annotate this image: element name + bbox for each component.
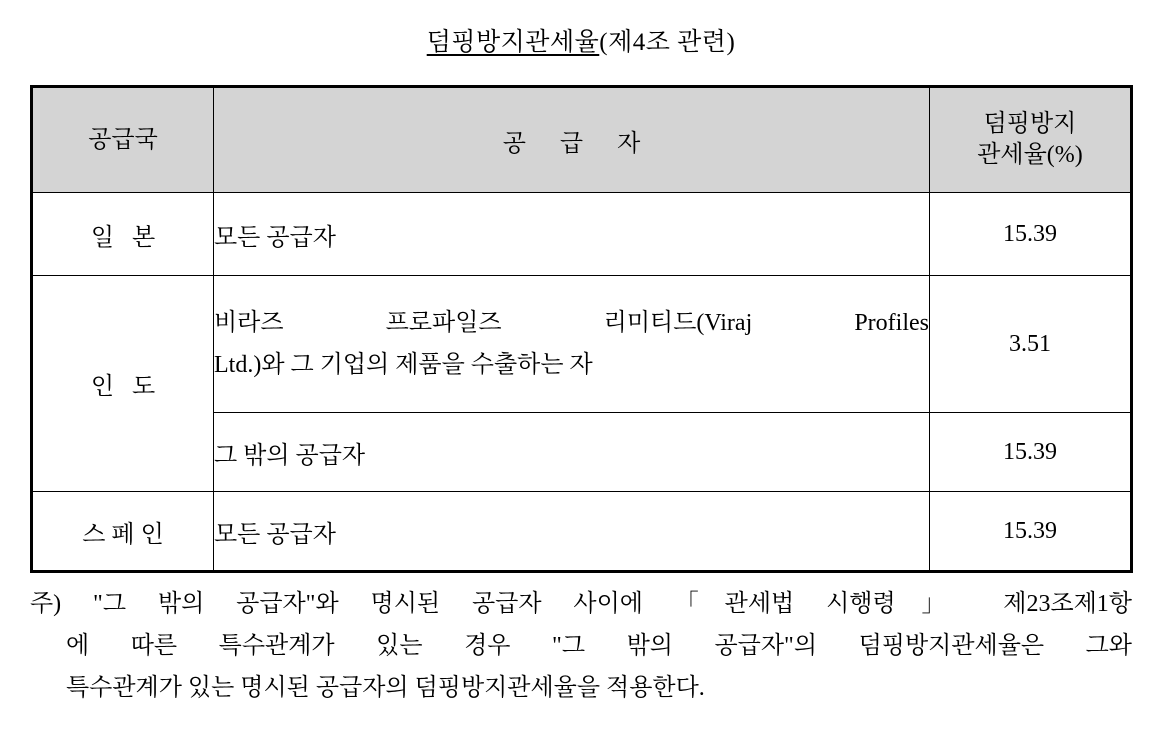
- table-header-row: [32, 87, 1132, 193]
- column-header-rate: [930, 87, 1132, 193]
- cell-supplier-india-text: [214, 302, 929, 378]
- tariff-table: [30, 85, 1133, 573]
- cell-supplier-india-line1: 비라즈 프로파일즈 리미티드(Viraj Profiles: [214, 310, 929, 336]
- table-row: [32, 193, 1132, 276]
- page-title: [0, 0, 1162, 55]
- cell-supplier-spain: 모든 공급자: [214, 492, 930, 572]
- cell-country-japan: 일 본: [32, 193, 214, 276]
- page-title-suffix: (제4조 관련): [599, 29, 736, 56]
- cell-rate-india-named: 3.51: [930, 276, 1132, 413]
- table-footnote: [30, 583, 1132, 709]
- column-header-supplier: 공 급 자: [214, 87, 930, 193]
- table-row: [32, 276, 1132, 413]
- table-header: [32, 87, 1132, 193]
- cell-country-india: 인 도: [32, 276, 214, 492]
- cell-rate-spain: 15.39: [930, 492, 1132, 572]
- cell-rate-india-others: 15.39: [930, 413, 1132, 492]
- cell-country-spain: 스페인: [32, 492, 214, 572]
- table-body: [32, 193, 1132, 572]
- footnote-line-3: 특수관계가 있는 명시된 공급자의 덤핑방지관세율을 적용한다.: [66, 675, 705, 701]
- cell-supplier-india-named: [214, 276, 930, 413]
- footnote-line-1: 주) "그 밖의 공급자"와 명시된 공급자 사이에 「관세법 시행령」 제23조제1항: [30, 591, 1132, 617]
- page-title-underlined: 덤핑방지관세율: [426, 29, 600, 56]
- footnote-line-2: 에 따른 특수관계가 있는 경우 "그 밖의 공급자"의 덤핑방지관세율은 그와: [66, 633, 1132, 659]
- column-header-country: 공급국: [32, 87, 214, 193]
- column-header-rate-line1: 덤핑방지: [983, 111, 1077, 138]
- tariff-table-wrapper: [30, 85, 1132, 573]
- table-row: [32, 492, 1132, 572]
- column-header-rate-line2: 관세율(%): [977, 142, 1083, 168]
- cell-supplier-india-others: 그 밖의 공급자: [214, 413, 930, 492]
- cell-rate-japan: 15.39: [930, 193, 1132, 276]
- cell-supplier-japan: 모든 공급자: [214, 193, 930, 276]
- cell-supplier-india-line2: Ltd.)와 그 기업의 제품을 수출하는 자: [214, 352, 593, 378]
